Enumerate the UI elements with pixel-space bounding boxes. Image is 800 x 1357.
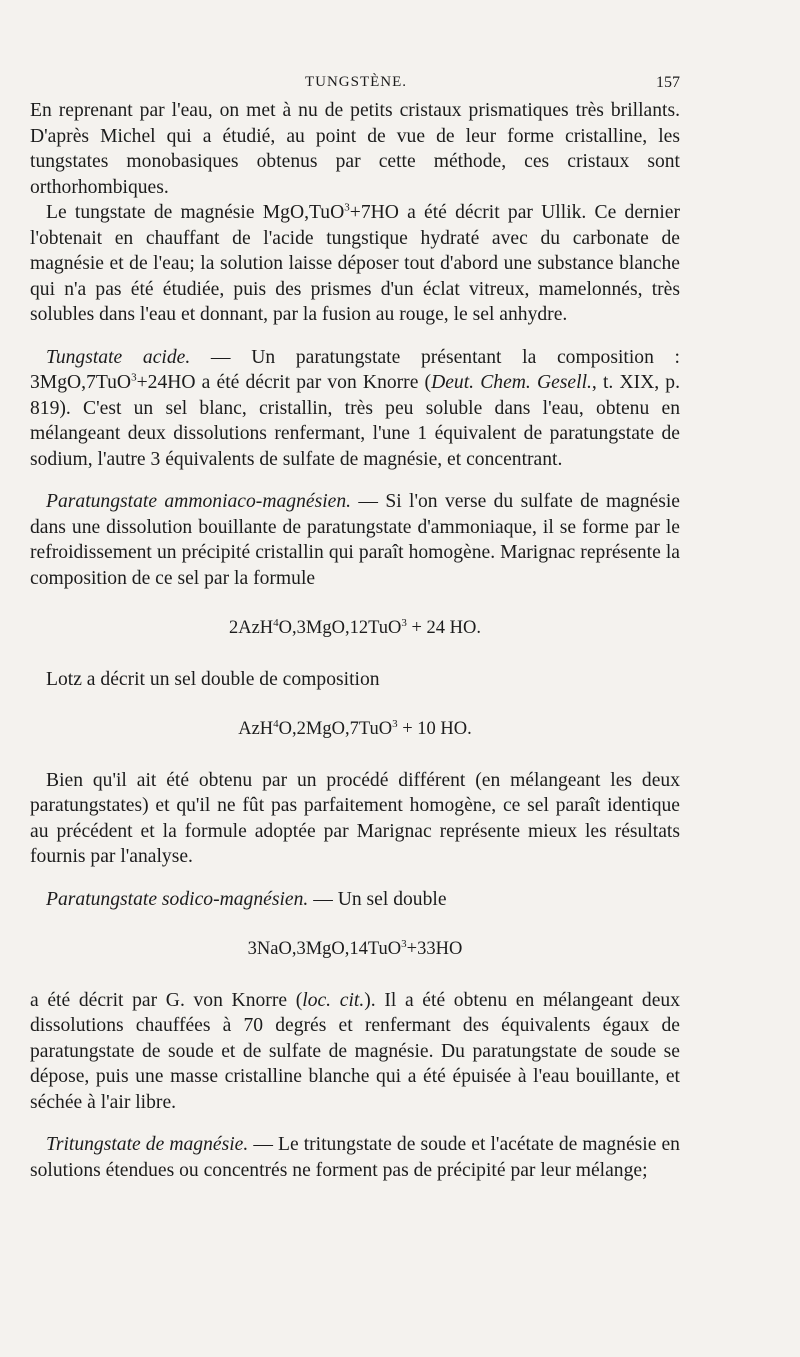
paragraph-crystals: En reprenant par l'eau, on met à nu de petits cristaux prismatiques très brillants. D'après Michel qui a étudié, au point de vue de leur forme cristalline, les tungstates monobasiques obtenus par cette méthode, ces cristaux sont orthorhombiques. [30, 100, 680, 198]
paragraph-sodico-magnesien: Paratungstate sodico-magnésien. — Un sel double [46, 888, 447, 910]
formula-marignac: 2AzH$^4$O,3MgO,12TuO$^3$ + 24 HO. [228, 616, 482, 638]
formula-sodico: 3NaO,3MgO,14TuO$^3$+33HO [247, 937, 463, 959]
paragraph-tritungstate: Tritungstate de magnésie. — Le tritungstate de soude et l'acétate de magnésie en solutions étendues ou concentrés ne forment pas de précipité par leur mélange; [30, 1134, 680, 1181]
page-number: 157 [656, 74, 680, 91]
reference-deut-chem: Deut. Chem. Gesell. [431, 372, 592, 393]
page-header [32, 74, 680, 98]
paragraph-tungstate-magnesie: Le tungstate de magnésie MgO,TuO$^3$+7HO a été décrit par Ullik. Ce dernier l'obtenait en chauffant de l'acide tungstique hydraté avec du carbonate de magnésie et de l'eau; la solution laisse déposer tout d'abord une substance blanche qui n'a pas été étudiée, puis des prismes d'un éclat vitreux, mamelonnés, très solubles dans l'eau et donnant, par la fusion au rouge, le sel anhydre. [30, 201, 681, 325]
section-heading-tungstate-acide: Tungstate acide. [46, 346, 191, 368]
section-heading-ammoniaco-magnesien: Paratungstate ammoniaco-magnésien. [46, 491, 352, 512]
body-text [30, 98, 680, 1183]
paragraph-knorre: a été décrit par G. von Knorre (loc. cit.). Il a été obtenu en mélangeant deux dissolutions chauffées à 70 degrés et renfermant des équivalents égaux de paratungstate de soude et de sulfate de magnésie. Du paratungstate de soude se dépose, puis une masse cristalline blanche qui a été épuisée à l'eau bouillante, et séchée à l'air libre. [30, 989, 681, 1113]
paragraph-lotz: Lotz a décrit un sel double de composition [46, 668, 380, 690]
paragraph-bien-quil: Bien qu'il ait été obtenu par un procédé différent (en mélangeant les deux paratungstates) et qu'il ne fût pas parfaitement homogène, ce sel paraît identique au précédent et la formule adoptée par Marignac représente mieux les résultats fournis par l'analyse. [30, 769, 680, 867]
paragraph-ammoniaco-magnesien: Paratungstate ammoniaco-magnésien. — Si l'on verse du sulfate de magnésie dans une dissolution bouillante de paratungstate d'ammoniaque, il se forme par le refroidissement un précipité cristallin qui paraît homogène. Marignac représente la composition de ce sel par la formule [30, 491, 680, 589]
section-heading-tritungstate: Tritungstate de magnésie. [46, 1134, 249, 1155]
paragraph-tungstate-acide: Tungstate acide. — Un paratungstate présentant la composition : 3MgO,7TuO$^3$+24HO a été décrit par von Knorre (Deut. Chem. Gesell., t. XIX, p. 819). C'est un sel blanc, cristallin, très peu soluble dans l'eau, obtenu en mélangeant deux dissolutions renfermant, l'une 1 équivalent de paratungstate de sodium, l'autre 3 équivalents de sulfate de magnésie, et concentrant. [30, 346, 680, 470]
reference-loc-cit: loc. cit. [302, 989, 365, 1011]
running-title: TUNGSTÈNE. [304, 74, 408, 90]
formula-lotz: AzH$^4$O,2MgO,7TuO$^3$ + 10 HO. [238, 717, 472, 739]
section-heading-sodico-magnesien: Paratungstate sodico-magnésien. [46, 888, 309, 910]
